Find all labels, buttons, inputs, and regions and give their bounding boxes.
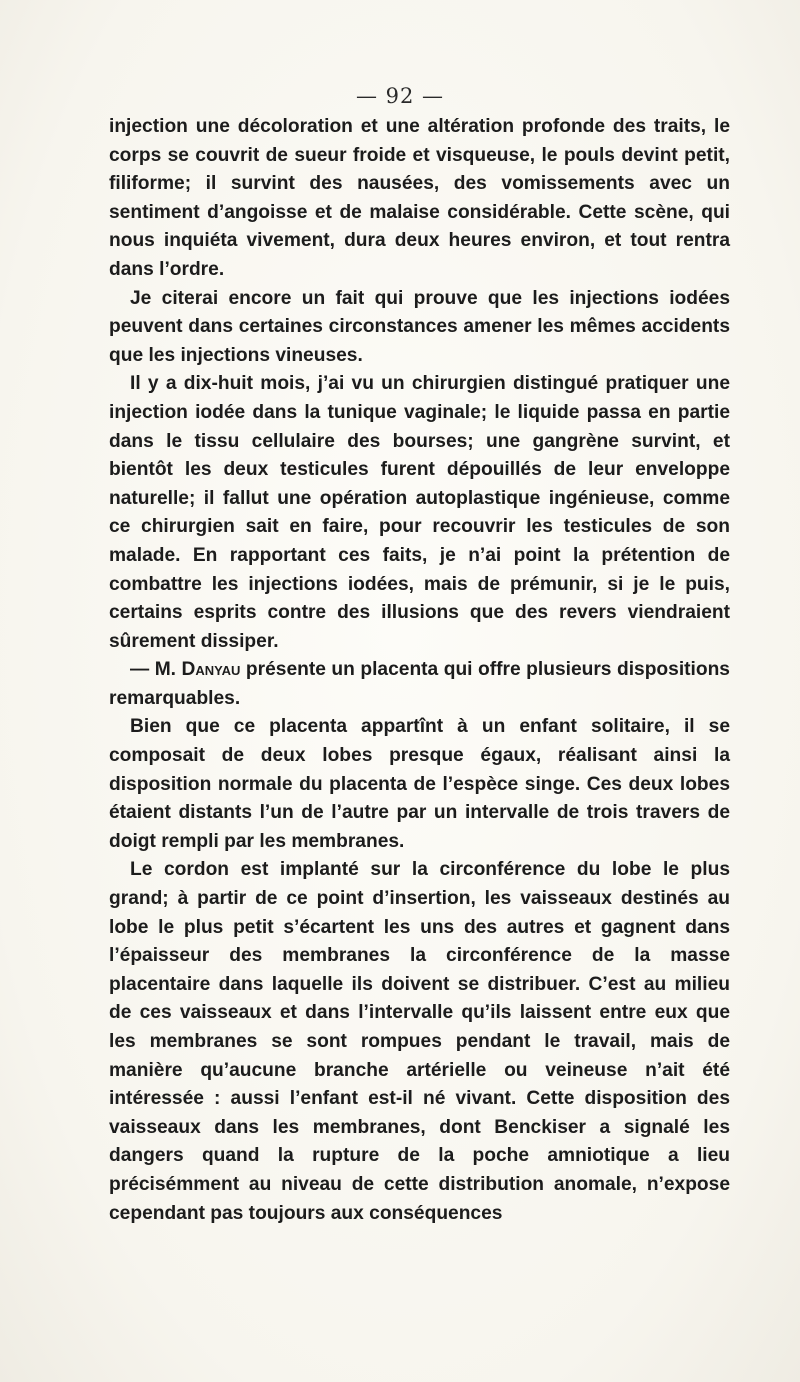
body-text [109,113,730,1228]
speaker-prefix: — M. [130,659,182,681]
paragraph-placenta-lobes: Bien que ce placenta appartînt à un enfant solitaire, il se composait de deux lobes presque égaux, réalisant ainsi la disposition normale du placenta de l’espèce singe. Ces deux lobes étaient distants l’un de l’autre par un intervalle de trois travers de doigt rempli par les membranes. [109,716,730,852]
speaker-name: Danyau [181,659,241,681]
page-number: — 92 — [355,84,445,108]
paragraph-danyau-presentation [109,656,730,713]
paragraph-surgeon-case: Il y a dix-huit mois, j’ai vu un chirurgien distingué pratiquer une injection iodée dans la tunique vaginale; le liquide passa en partie dans le tissu cellulaire des bourses; une gangrène survint, et bientôt les deux testicules furent dépouillés de leur enveloppe naturelle; il fallut une opération autoplastique ingénieuse, comme ce chirurgien sait en faire, pour recouvrir les testicules de son malade. En rapportant ces faits, je n’ai point la prétention de combattre les injections iodées, mais de prémunir, si je le puis, certains esprits contre des illusions que des revers viendraient sûrement dissiper. [109,373,730,652]
paragraph-cord-insertion: Le cordon est implanté sur la circonférence du lobe le plus grand; à partir de ce point d’insertion, les vaisseaux destinés au lobe le plus petit s’écartent les uns des autres et gagnent dans l’épaisseur des membranes la circonférence de la masse placentaire dans laquelle ils doivent se distribuer. C’est au milieu de ces vaisseaux et dans l’intervalle qu’ils laissent entre eux que les membranes se sont rompues pendant le travail, mais de manière qu’aucune branche artérielle ou veineuse n’ait été intéressée : aussi l’enfant est-il né vivant. Cette disposition des vaisseaux dans les membranes, dont Benckiser a signalé les dangers quand la rupture de la poche amniotique a lieu précisémment au niveau de cette distribution anomale, n’expose cependant pas toujours aux conséquences [109,859,730,1224]
presentation-text: présente un placenta qui offre plusieurs dispositions remarquables. [109,659,730,709]
paragraph-continuation: injection une décoloration et une altération profonde des traits, le corps se couvrit de sueur froide et visqueuse, le pouls devint petit, filiforme; il survint des nausées, des vomissements avec un sentiment d’angoisse et de malaise considérable. Cette scène, qui nous inquiéta vivement, dura deux heures environ, et tout rentra dans l’ordre. [109,116,730,280]
paragraph-iodine-injections: Je citerai encore un fait qui prouve que les injections iodées peuvent dans certaines circonstances amener les mêmes accidents que les injections vineuses. [109,287,730,366]
